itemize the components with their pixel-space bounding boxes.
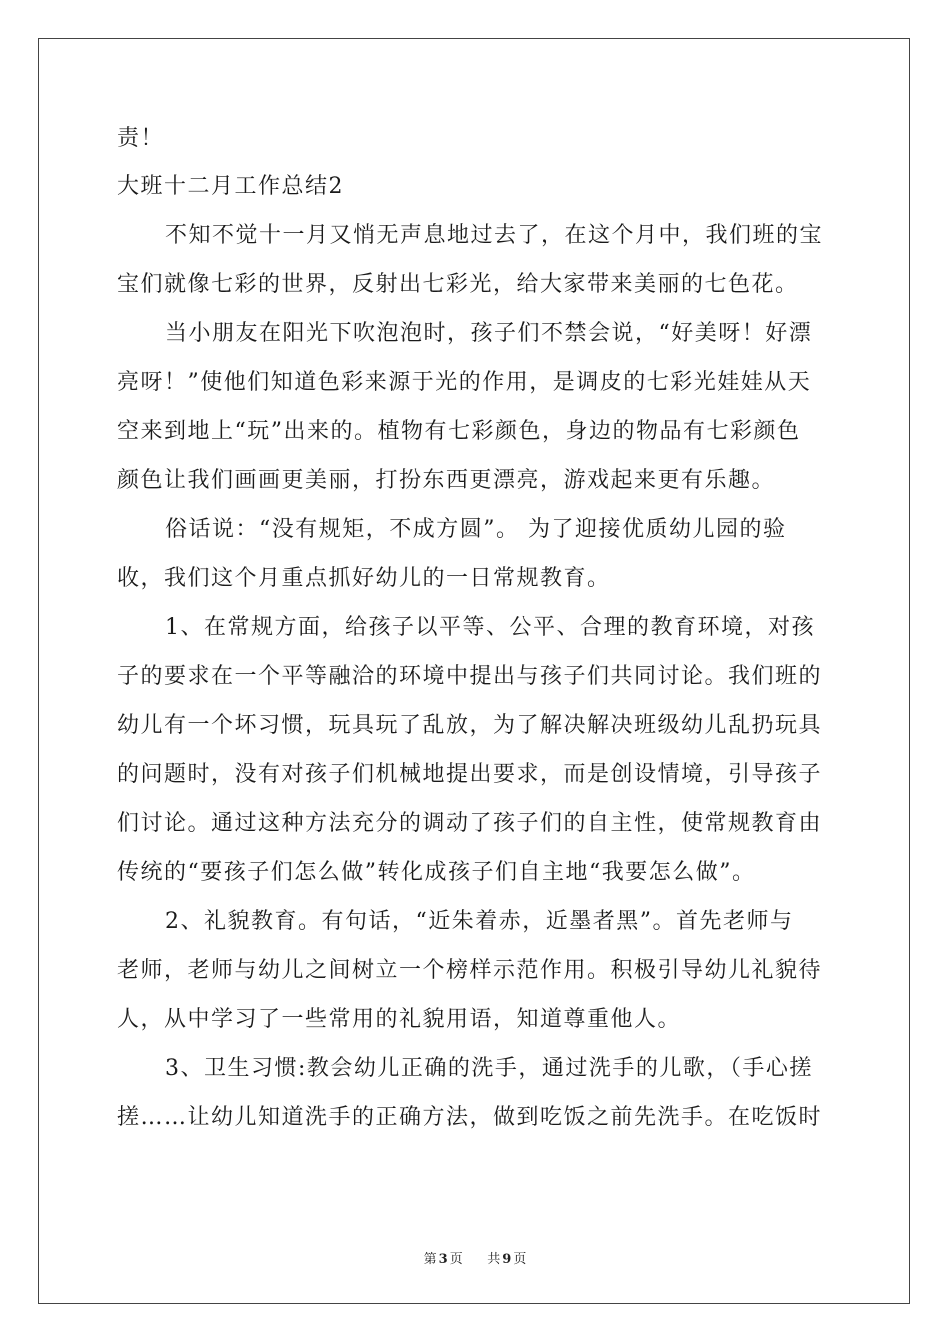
paragraph-line: 俗话说：“没有规矩，不成方圆”。 为了迎接优质幼儿园的验 xyxy=(165,517,787,542)
paragraph-line: 传统的“要孩子们怎么做”转化成孩子们自主地“我要怎么做”。 xyxy=(117,860,756,885)
paragraph-line: 幼儿有一个坏习惯，玩具玩了乱放，为了解决解决班级幼儿乱扔玩具 xyxy=(117,713,823,738)
text-line: 责！ xyxy=(117,126,165,151)
page-prefix: 第 xyxy=(423,1252,437,1267)
paragraph-line: 亮呀！”使他们知道色彩来源于光的作用，是调皮的七彩光娃娃从天 xyxy=(117,370,812,395)
section-title: 大班十二月工作总结2 xyxy=(117,174,344,199)
paragraph-line: 人，从中学习了一些常用的礼貌用语，知道尊重他人。 xyxy=(117,1007,682,1032)
paragraph-line: 宝们就像七彩的世界，反射出七彩光，给大家带来美丽的七色花。 xyxy=(117,272,799,297)
paragraph-line: 子的要求在一个平等融洽的环境中提出与孩子们共同讨论。我们班的 xyxy=(117,664,823,689)
paragraph-line: 空来到地上“玩”出来的。植物有七彩颜色，身边的物品有七彩颜色 xyxy=(117,419,801,444)
total-page-number: 9 xyxy=(502,1252,512,1267)
paragraph-line: 1、在常规方面，给孩子以平等、公平、合理的教育环境，对孩 xyxy=(165,615,815,640)
current-page-number: 3 xyxy=(438,1252,448,1267)
paragraph-line: 颜色让我们画画更美丽，打扮东西更漂亮，游戏起来更有乐趣。 xyxy=(117,468,776,493)
paragraph-line: 的问题时，没有对孩子们机械地提出要求，而是创设情境，引导孩子 xyxy=(117,762,823,787)
paragraph-line: 们讨论。通过这种方法充分的调动了孩子们的自主性，使常规教育由 xyxy=(117,811,823,836)
total-suffix: 页 xyxy=(513,1252,527,1267)
page-indicator xyxy=(422,1252,465,1267)
paragraph-line: 2、礼貌教育。有句话，“近朱着赤，近墨者黑”。首先老师与 xyxy=(165,909,794,934)
paragraph-line: 收，我们这个月重点抓好幼儿的一日常规教育。 xyxy=(117,566,611,591)
paragraph-line: 不知不觉十一月又悄无声息地过去了，在这个月中，我们班的宝 xyxy=(165,223,824,248)
total-prefix: 共 xyxy=(487,1252,501,1267)
document-body xyxy=(117,124,833,1132)
page-footer xyxy=(0,1248,950,1267)
paragraph-line: 3、卫生习惯:教会幼儿正确的洗手，通过洗手的儿歌，（手心搓 xyxy=(165,1056,813,1081)
page-suffix: 页 xyxy=(449,1252,463,1267)
paragraph-line: 搓……让幼儿知道洗手的正确方法，做到吃饭之前先洗手。在吃饭时 xyxy=(117,1105,823,1130)
paragraph-line: 老师，老师与幼儿之间树立一个榜样示范作用。积极引导幼儿礼貌待 xyxy=(117,958,823,983)
paragraph-line: 当小朋友在阳光下吹泡泡时，孩子们不禁会说，“好美呀！好漂 xyxy=(165,321,813,346)
total-pages-indicator xyxy=(485,1252,528,1267)
